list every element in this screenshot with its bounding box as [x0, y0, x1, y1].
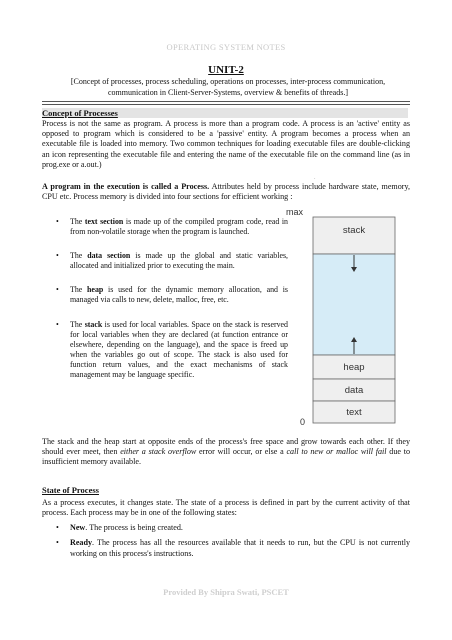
- list-item: [56, 251, 288, 271]
- divider-top: [42, 101, 410, 102]
- paragraph-emphasis: either a stack overflow: [120, 447, 197, 457]
- concept-paragraph-2: [42, 182, 410, 202]
- stray-mark: .: [314, 175, 316, 181]
- process-memory-diagram: [284, 205, 414, 427]
- list-item: [56, 217, 288, 237]
- state-name: Ready: [70, 538, 93, 548]
- list-item-term: text section: [84, 217, 124, 226]
- memory-sections-list: [56, 217, 288, 380]
- state-paragraph: As a process executes, it changes state. The state of a process is defined in part by the current activity of that process. Each process may be in one of the following states:: [42, 498, 410, 518]
- unit-title: UNIT-2: [208, 64, 244, 76]
- list-item-text: is made up the global and static variables, allocated and initialized prior to executing the main.: [70, 251, 288, 271]
- paragraph-text: due to insufficient memory available.: [42, 447, 411, 467]
- text-segment-label: text: [346, 407, 362, 418]
- concept-heading: [42, 108, 408, 118]
- list-item: [56, 320, 288, 381]
- zero-label: 0: [300, 417, 306, 427]
- paragraph-text: error will occur, or else a: [196, 447, 287, 457]
- stack-heap-paragraph: [42, 437, 410, 468]
- paragraph-emphasis: call to new or malloc will fail: [286, 447, 387, 457]
- list-item-text: is used for local variables. Space on the stack is reserved for local variables when they are declared (at function entrance or elsewhere, depending on the language), and the space is freed up when the variables go out of scope. The stack is also used for function return values, and the exact mechanisms of stack management may be language specific.: [70, 319, 289, 380]
- state-description: . The process is being created.: [85, 523, 183, 532]
- list-item-text: The: [70, 217, 85, 226]
- list-item-text: The: [70, 285, 88, 295]
- stack-segment-label: stack: [342, 225, 366, 236]
- list-item-text: The: [70, 251, 88, 261]
- list-item-text: is made up of the compiled program code, read in from non-volatile storage when the program is launched.: [70, 217, 289, 237]
- list-item-text: is used for the dynamic memory allocation, and is managed via calls to new, delete, malloc, free, etc.: [70, 285, 288, 305]
- bullet-icon: •: [56, 217, 59, 226]
- process-attributes: Attributes held by process include hardware state, memory, CPU etc. Process memory is divided into four sections for efficient working :: [42, 182, 410, 202]
- bullet-icon: •: [56, 251, 59, 261]
- list-item-text: The: [70, 319, 85, 329]
- heap-segment-label: heap: [343, 362, 365, 373]
- state-name: New: [70, 523, 86, 532]
- notes-header: OPERATING SYSTEM NOTES: [166, 42, 286, 52]
- process-definition: A program in the execution is called a Process.: [42, 182, 210, 191]
- list-item: [56, 285, 288, 305]
- max-label: max: [286, 207, 304, 217]
- bullet-icon: •: [56, 319, 59, 329]
- state-heading: State of Process: [42, 485, 99, 495]
- list-item-term: data section: [87, 251, 131, 261]
- list-item-term: stack: [84, 319, 103, 329]
- concept-heading-text: Concept of Processes: [42, 108, 118, 118]
- footer-credit: Provided By Shipra Swati, PSCET: [163, 587, 289, 597]
- bullet-icon: •: [56, 285, 59, 295]
- unit-subtitle: [Concept of processes, process scheduling, operations on processes, inter-process communication, communication in Client-Server-Systems, overview & benefits of threads.]: [70, 77, 386, 97]
- list-item-term: heap: [87, 285, 104, 295]
- data-segment-label: data: [344, 385, 364, 396]
- bullet-icon: •: [56, 523, 59, 532]
- bullet-icon: •: [56, 538, 59, 548]
- list-item: [56, 538, 410, 559]
- state-description: . The process has all the resources available that it needs to run, but the CPU is not currently working on this process's instructions.: [70, 538, 410, 558]
- process-states-list: [56, 523, 410, 559]
- concept-paragraph-1: Process is not the same as program. A process is more than a program code. A process is an 'active' entity as opposed to program which is considered to be a 'passive' entity. A program becomes a process when an executable file is loaded into memory. Two common techniques for loading executable files are double-clicking an icon representing the executable file and entering the name of the executable file on the command line (as in prog.exe or a.out.): [42, 119, 410, 169]
- paragraph-text: The stack and the heap start at opposite ends of the process's free space and grow towards each other. If they should ever meet, then: [42, 437, 410, 457]
- list-item: [56, 523, 410, 533]
- divider-bottom: [42, 104, 410, 105]
